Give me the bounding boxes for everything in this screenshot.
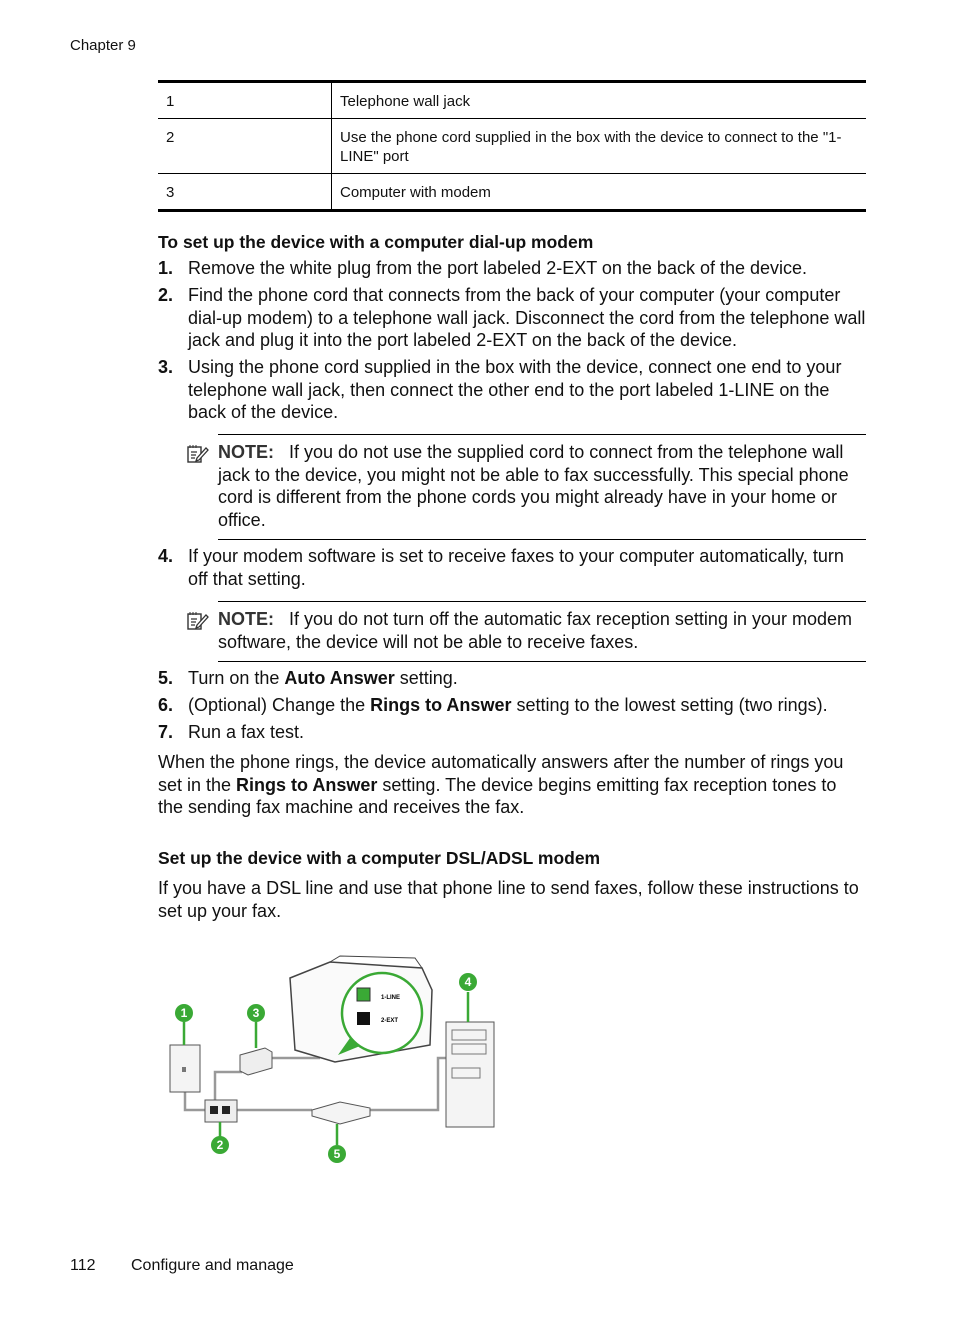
cell-num: 3 [158, 174, 332, 211]
step-3 [158, 356, 866, 424]
step-2 [158, 284, 866, 352]
step-1 [158, 257, 866, 280]
step-number: 5. [158, 668, 174, 688]
cell-desc: Computer with modem [332, 174, 867, 211]
callout-5: 5 [333, 1147, 341, 1161]
footer-section: Configure and manage [131, 1257, 294, 1274]
splitter [205, 1100, 237, 1122]
step-number: 1. [158, 258, 174, 278]
port-label-2-ext: 2-EXT [381, 1018, 399, 1024]
step-5 [158, 667, 866, 690]
closing-paragraph [158, 751, 866, 819]
step-7 [158, 721, 866, 744]
step-text: (Optional) Change the [188, 695, 371, 715]
note-text: If you do not use the supplied cord to connect from the telephone wall jack to the device, you might not be able to fax successfully. This special phone cord is different from the phone cords you might already have in your home or office. [218, 442, 849, 530]
cell-num: 1 [158, 82, 332, 119]
callout-1: 1 [180, 1006, 188, 1020]
step-number: 4. [158, 546, 174, 566]
step-number: 6. [158, 695, 174, 715]
step-text: Remove the white plug from the port labeled 2-EXT on the back of the device. [188, 258, 808, 278]
step-6 [158, 694, 866, 717]
cell-desc: Telephone wall jack [332, 82, 867, 119]
step-4 [158, 545, 866, 590]
para-text: setting. The device begins emitting fax reception tones to the sending fax machine and receives the fax. [158, 774, 837, 817]
table-row [158, 82, 866, 119]
callout-2: 2 [216, 1138, 224, 1152]
computer-tower [446, 1022, 494, 1127]
step-text: Run a fax test. [188, 722, 305, 742]
note-icon [187, 444, 209, 470]
ui-term: Auto Answer [284, 668, 395, 688]
callout-4: 4 [464, 975, 472, 989]
step-number: 3. [158, 357, 174, 377]
note-icon [187, 611, 209, 637]
step-text: Find the phone cord that connects from the back of your computer (your computer dial-up modem) to a telephone wall jack. Disconnect the cord from the telephone wall jack and plug it into the port labeled 2-EXT on the back of the device. [188, 285, 866, 350]
note-box [218, 601, 866, 662]
cell-num: 2 [158, 119, 332, 174]
legend-table [158, 80, 866, 212]
port-label-1-line: 1-LINE [381, 995, 401, 1001]
table-row [158, 119, 866, 174]
para-text: When the phone rings, the device automatically answers after the number of rings you set in the [158, 752, 844, 795]
dsl-router [312, 1102, 370, 1124]
step-text: setting. [394, 668, 458, 688]
callout-3: 3 [252, 1006, 260, 1020]
note-text: If you do not turn off the automatic fax reception setting in your modem software, the device will not be able to receive faxes. [218, 609, 852, 652]
dsl-setup-diagram [160, 950, 510, 1170]
step-text: Turn on the [188, 668, 285, 688]
section-heading: Set up the device with a computer DSL/ADSL modem [158, 848, 601, 868]
section-heading: To set up the device with a computer dial-up modem [158, 232, 594, 252]
cell-desc: Use the phone cord supplied in the box with the device to connect to the "1-LINE" port [332, 119, 867, 174]
step-text: If your modem software is set to receive faxes to your computer automatically, turn off that setting. [188, 546, 844, 589]
step-number: 7. [158, 722, 174, 742]
table-row [158, 174, 866, 211]
chapter-header: Chapter 9 [70, 37, 136, 54]
note-label: NOTE: [218, 609, 274, 629]
page-number: 112 [70, 1257, 96, 1274]
intro-paragraph: If you have a DSL line and use that phone line to send faxes, follow these instructions to set up your fax. [158, 878, 859, 921]
note-label: NOTE: [218, 442, 274, 462]
step-number: 2. [158, 285, 174, 305]
note-box [218, 434, 866, 540]
step-text: Using the phone cord supplied in the box with the device, connect one end to your telephone wall jack, then connect the other end to the port labeled 1-LINE on the back of the device. [188, 357, 842, 422]
dsl-filter [240, 1048, 272, 1075]
ui-term: Rings to Answer [370, 695, 512, 715]
ui-term: Rings to Answer [236, 774, 378, 795]
wall-jack [170, 1045, 200, 1092]
step-text: setting to the lowest setting (two rings). [511, 695, 828, 715]
